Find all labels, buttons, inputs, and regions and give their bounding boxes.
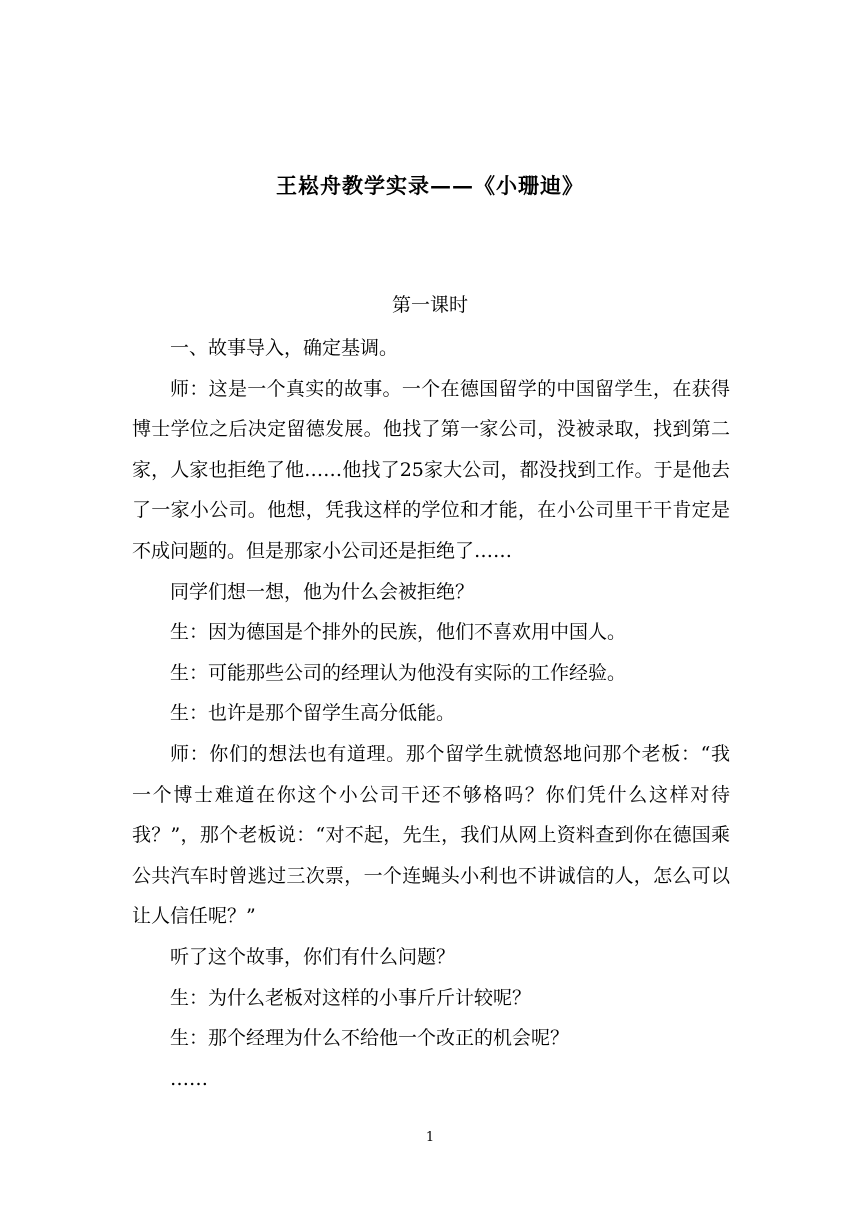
page-number: 1 — [425, 1130, 435, 1145]
paragraph: 生：可能那些公司的经理认为他没有实际的工作经验。 — [170, 661, 627, 684]
paragraph: 听了这个故事，你们有什么问题？ — [170, 945, 456, 968]
section-heading: 第一课时 — [391, 294, 468, 316]
paragraph: 一、故事导入，确定基调。 — [170, 337, 399, 359]
document-body — [132, 328, 730, 1099]
paragraph: 生：为什么老板对这样的小事斤斤计较呢？ — [170, 986, 532, 1009]
paragraph: 生：也许是那个留学生高分低能。 — [170, 702, 456, 725]
paragraph: 师：这是一个真实的故事。一个在德国留学的中国留学生，在获得博士学位之后决定留德发展。他找了第一家公司，没被录取，找到第二家，人家也拒绝了他……他找了25家大公司，都没找到工作。于是他去了一家小公司。他想，凭我这样的学位和才能，在小公司里干干肯定是不成问题的。但是那家小公司还是拒绝了…… — [132, 377, 730, 562]
paragraph: 生：那个经理为什么不给他一个改正的机会呢？ — [170, 1027, 570, 1050]
paragraph: 同学们想一想，他为什么会被拒绝？ — [170, 580, 475, 603]
paragraph: 师：你们的想法也有道理。那个留学生就愤怒地问那个老板：“我一个博士难道在你这个小公司干还不够格吗？你们凭什么这样对待我？”，那个老板说：“对不起，先生，我们从网上资料查到你在德国乘公共汽车时曾逃过三次票，一个连蝇头小利也不讲诚信的人，怎么可以让人信任呢？” — [132, 742, 730, 928]
paragraph: 生：因为德国是个排外的民族，他们不喜欢用中国人。 — [170, 621, 627, 644]
document-title: 王崧舟教学实录——《小珊迪》 — [276, 173, 584, 198]
paragraph: …… — [170, 1067, 208, 1090]
